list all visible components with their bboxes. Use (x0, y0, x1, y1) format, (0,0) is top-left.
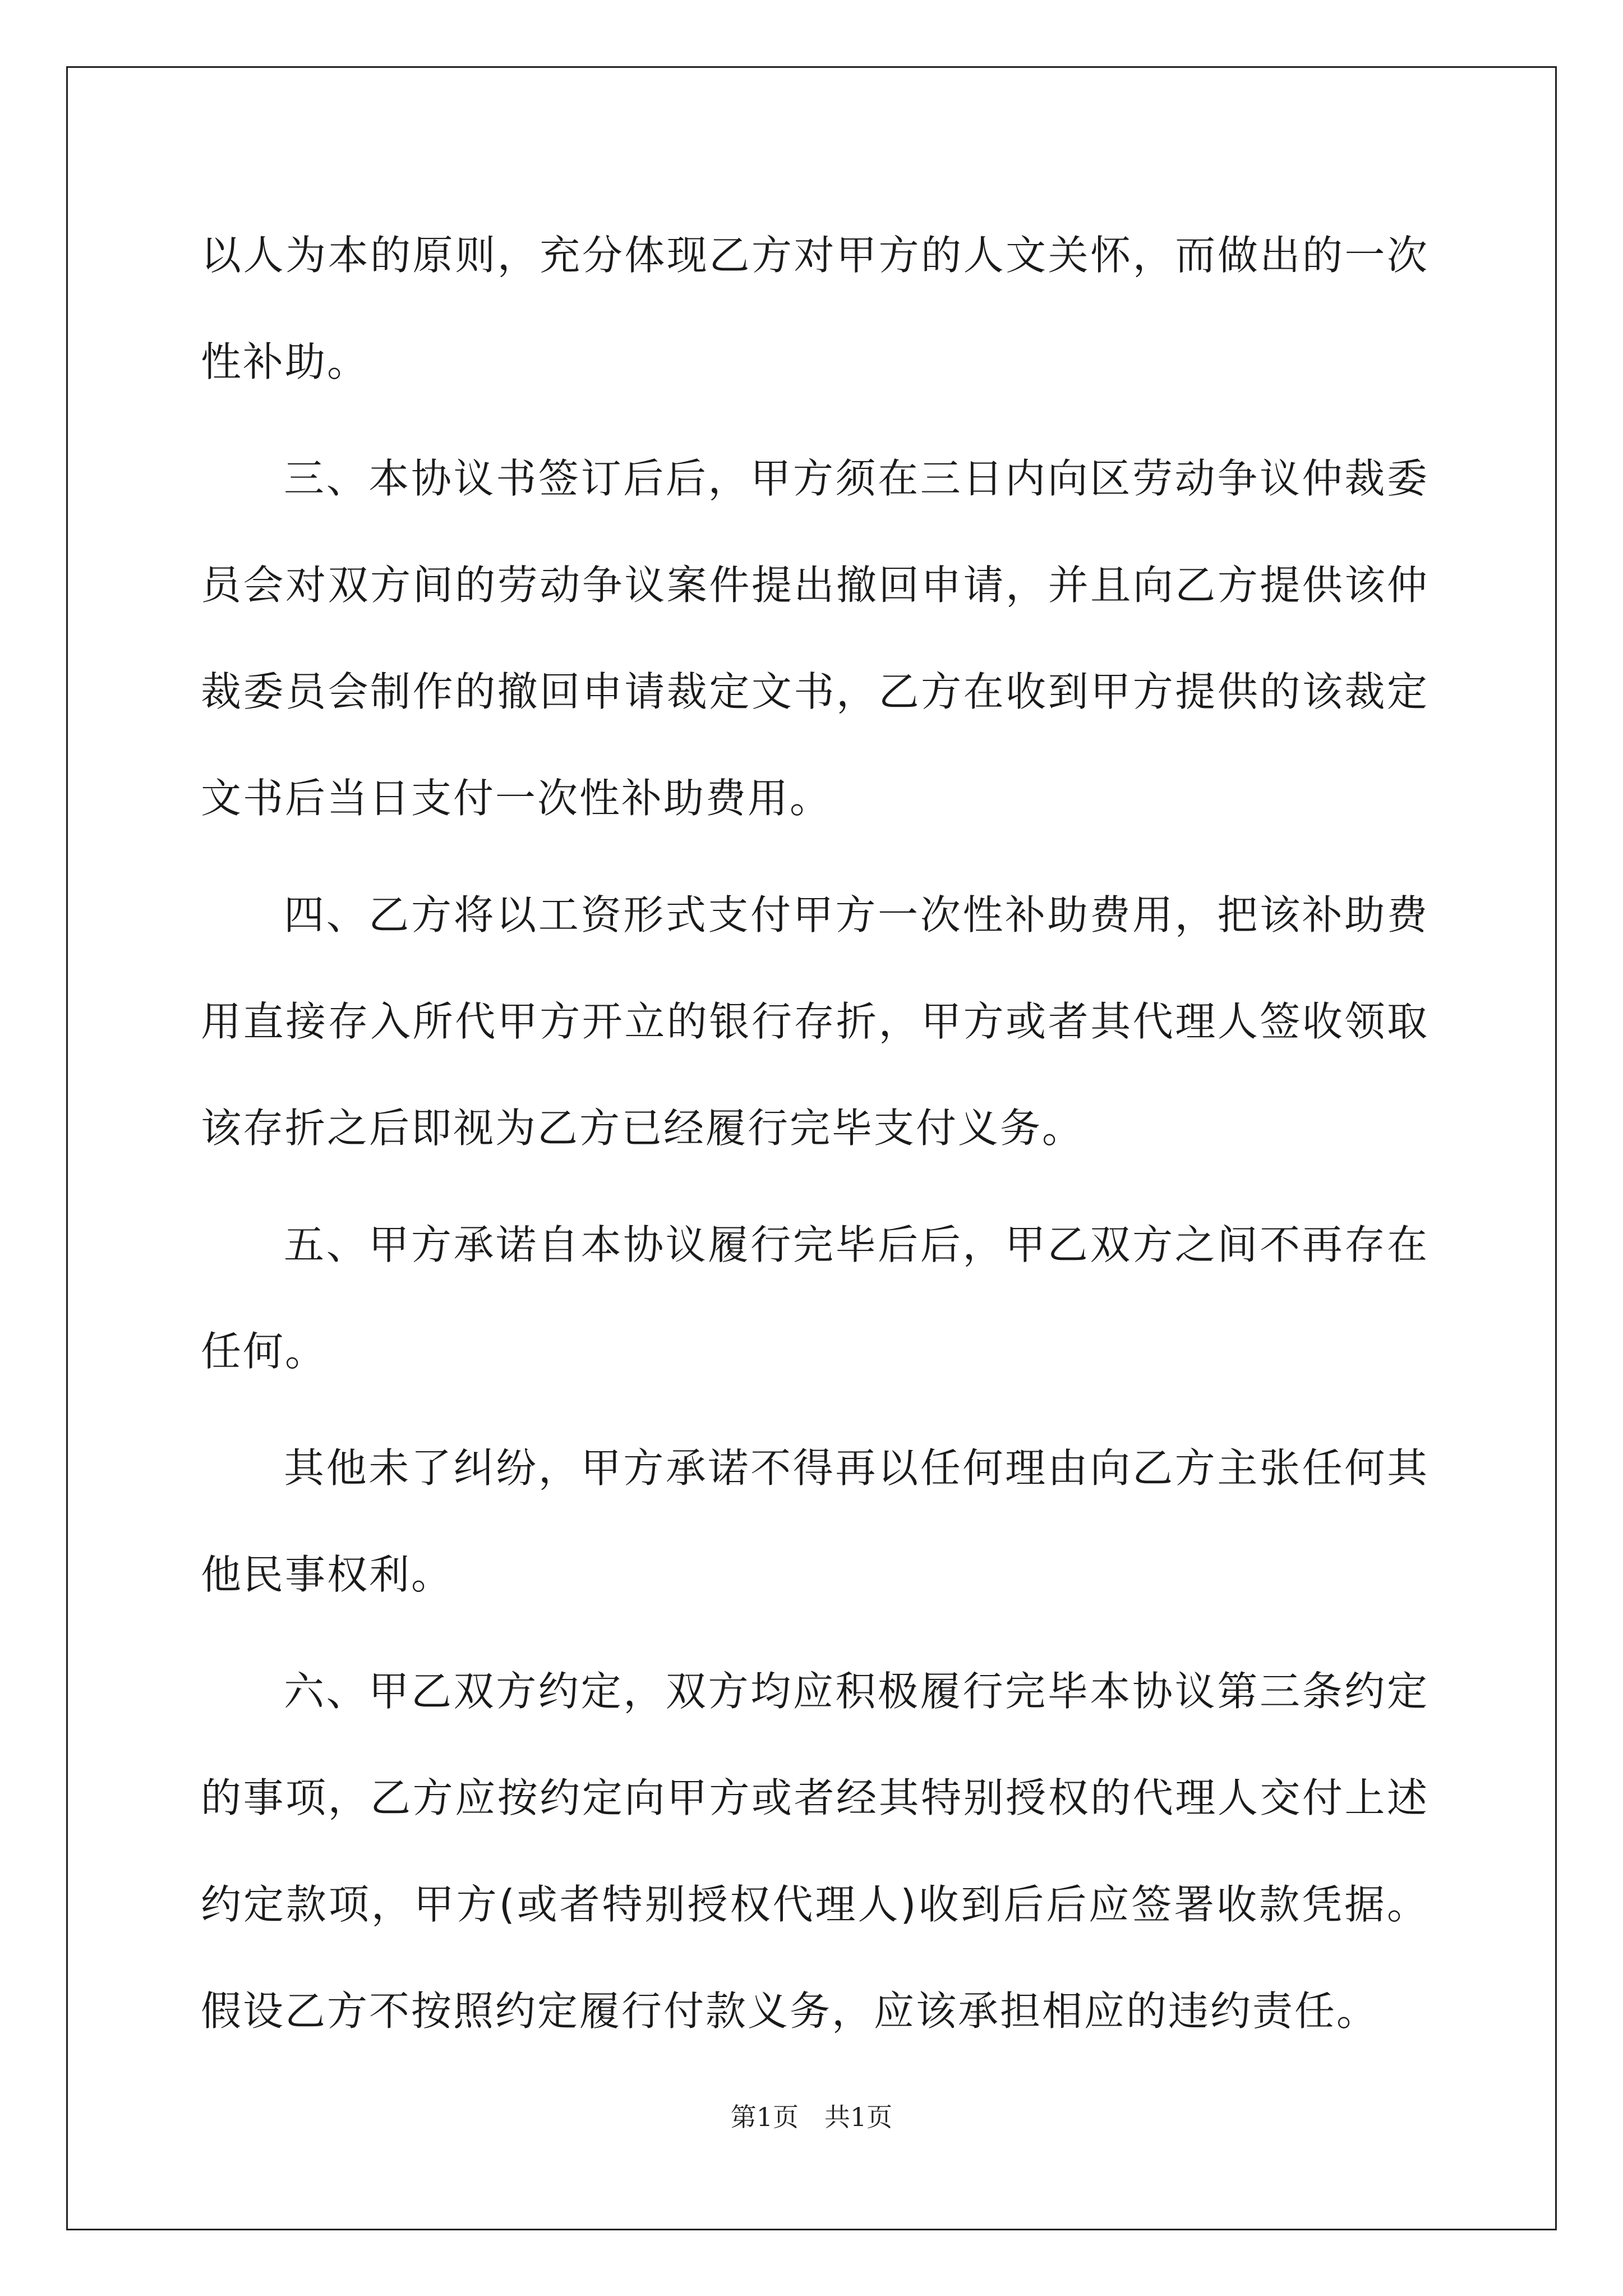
paragraph-clause-3: 三、本协议书签订后后，甲方须在三日内向区劳动争议仲裁委员会对双方间的劳动争议案件提出撤回申请，并且向乙方提供该仲裁委员会制作的撤回申请裁定文书，乙方在收到甲方提供的该裁定文书后当日支付一次性补助费用。 (201, 455, 1429, 822)
paragraph-other-disputes: 其他未了纠纷，甲方承诺不得再以任何理由向乙方主张任何其他民事权利。 (201, 1444, 1429, 1598)
page-number-current: 第1页 (730, 2102, 799, 2132)
paragraph-clause-4: 四、乙方将以工资形式支付甲方一次性补助费用，把该补助费用直接存入所代甲方开立的银行存折，甲方或者其代理人签收领取该存折之后即视为乙方已经履行完毕支付义务。 (201, 891, 1429, 1152)
paragraph-intro-continuation: 以人为本的原则，充分体现乙方对甲方的人文关怀，而做出的一次性补助。 (201, 232, 1429, 385)
paragraph-clause-5: 五、甲方承诺自本协议履行完毕后后，甲乙双方之间不再存在任何。 (201, 1221, 1429, 1375)
page-footer (0, 2097, 1623, 2134)
document-body (201, 202, 1429, 2074)
paragraph-clause-6: 六、甲乙双方约定，双方均应积极履行完毕本协议第三条约定的事项，乙方应按约定向甲方或者经其特别授权的代理人交付上述约定款项，甲方(或者特别授权代理人)收到后后应签署收款凭据。假设乙方不按照约定履行付款义务，应该承担相应的违约责任。 (201, 1668, 1429, 2035)
page-number-total: 共1页 (824, 2102, 893, 2132)
